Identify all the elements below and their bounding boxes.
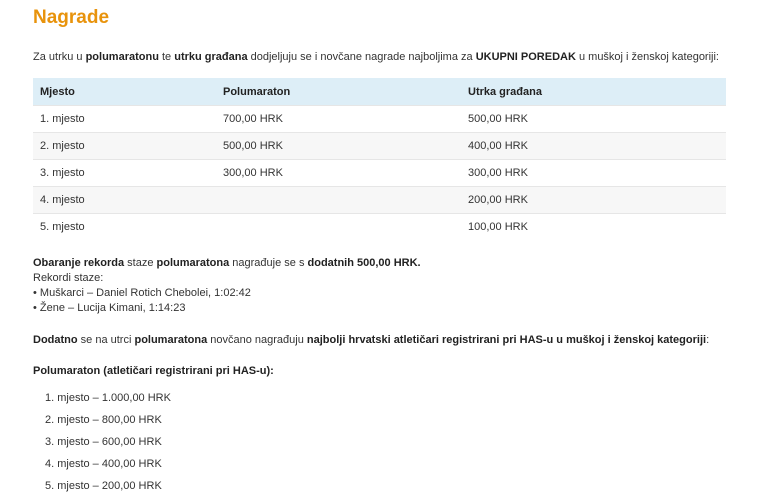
table-row [33, 214, 726, 241]
intro-text-3: dodjeljuju se i novčane nagrade najboljima za [247, 51, 476, 63]
additional-bold-3: najbolji hrvatski atletičari registrirani pri HAS-u u muškoj i ženskoj kategoriji [306, 334, 707, 346]
intro-bold-2: utrku građana [174, 51, 248, 63]
records-section [33, 256, 727, 316]
header-polumaraton: Polumaraton [216, 78, 461, 106]
prize-list [33, 391, 727, 501]
subheading-text: Polumaraton (atletičari registrirani pri HAS-u): [33, 365, 274, 377]
intro-text-4: u muškoj i ženskoj kategoriji: [575, 51, 719, 63]
intro-text-1: Za utrku u [33, 51, 86, 63]
records-subtitle: Rekordi staze: [33, 272, 104, 284]
table-cell [216, 187, 461, 214]
additional-text-2: novčano nagrađuju [207, 334, 307, 346]
header-mjesto: Mjesto [33, 78, 216, 106]
table-header-row [33, 78, 726, 106]
records-bold-3: dodatnih 500,00 HRK. [307, 257, 421, 269]
additional-text-3: : [706, 334, 710, 346]
list-item: 2. mjesto – 800,00 HRK [45, 414, 162, 426]
subheading [33, 364, 727, 378]
table-cell: 500,00 HRK [216, 133, 461, 160]
table-cell: 4. mjesto [33, 187, 216, 214]
table-row [33, 187, 726, 214]
additional-bold-1: Dodatno [33, 334, 78, 346]
table-cell: 3. mjesto [33, 160, 216, 187]
additional-paragraph [33, 333, 727, 347]
table-cell: 500,00 HRK [461, 106, 726, 133]
intro-bold-3: UKUPNI POREDAK [475, 51, 576, 63]
table-cell: 200,00 HRK [461, 187, 726, 214]
records-text-1: staze [124, 257, 157, 269]
table-row [33, 160, 726, 187]
header-utrka-gradana: Utrka građana [461, 78, 726, 106]
table-cell [216, 214, 461, 241]
table-cell: 400,00 HRK [461, 133, 726, 160]
intro-bold-1: polumaratonu [85, 51, 159, 63]
records-line [33, 256, 727, 271]
additional-text-1: se na utrci [77, 334, 135, 346]
page-title: Nagrade [33, 7, 110, 28]
intro-paragraph [33, 50, 727, 64]
table-cell: 300,00 HRK [216, 160, 461, 187]
records-text-2: nagrađuje se s [229, 257, 308, 269]
intro-text-2: te [158, 51, 175, 63]
table-row [33, 133, 726, 160]
table-row [33, 106, 726, 133]
list-item: 1. mjesto – 1.000,00 HRK [45, 392, 171, 404]
table-cell: 1. mjesto [33, 106, 216, 133]
prize-table [33, 78, 726, 240]
list-item: 5. mjesto – 200,00 HRK [45, 480, 162, 492]
table-cell: 700,00 HRK [216, 106, 461, 133]
record-men: • Muškarci – Daniel Rotich Chebolei, 1:02:42 [33, 287, 251, 299]
additional-bold-2: polumaratona [134, 334, 208, 346]
record-women: • Žene – Lucija Kimani, 1:14:23 [33, 302, 186, 314]
records-bold-2: polumaratona [156, 257, 230, 269]
table-cell: 5. mjesto [33, 214, 216, 241]
table-cell: 300,00 HRK [461, 160, 726, 187]
list-item: 3. mjesto – 600,00 HRK [45, 436, 162, 448]
table-cell: 100,00 HRK [461, 214, 726, 241]
table-cell: 2. mjesto [33, 133, 216, 160]
records-bold-1: Obaranje rekorda [33, 257, 125, 269]
list-item: 4. mjesto – 400,00 HRK [45, 458, 162, 470]
